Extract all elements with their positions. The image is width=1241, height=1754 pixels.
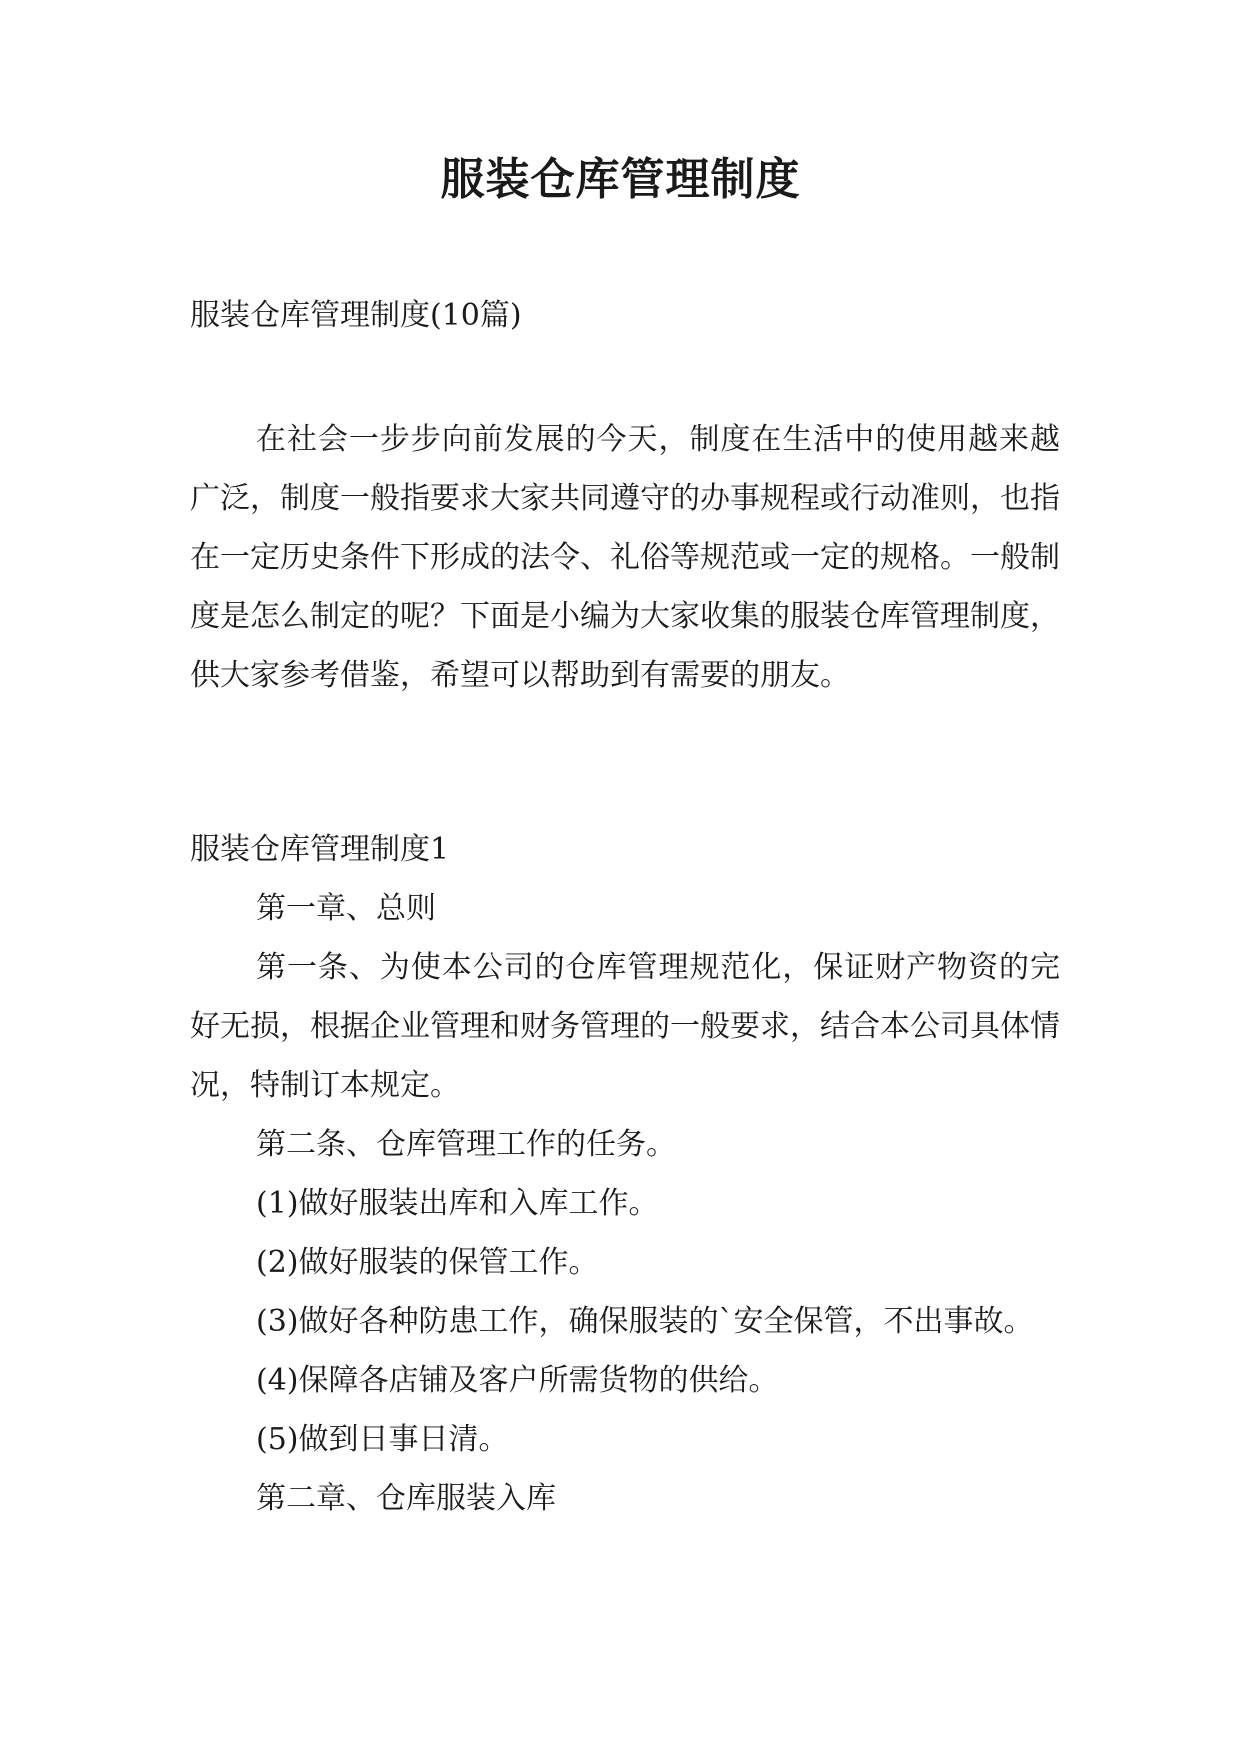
document-subtitle: 服装仓库管理制度(10篇) (190, 298, 522, 333)
article-paragraph: 第二条、仓库管理工作的任务。 (256, 1127, 676, 1162)
article-paragraph: 第一条、为使本公司的仓库管理规范化，保证财产物资的完好无损，根据企业管理和财务管理的一般要求，结合本公司具体情况，特制订本规定。 (190, 950, 1060, 1103)
list-item: (2)做好服装的保管工作。 (256, 1245, 599, 1280)
chapter-heading: 第二章、仓库服装入库 (256, 1481, 556, 1516)
list-item: (3)做好各种防患工作，确保服装的`安全保管，不出事故。 (256, 1304, 1034, 1339)
section-heading: 服装仓库管理制度1 (190, 832, 450, 867)
list-item: (4)保障各店铺及客户所需货物的供给。 (256, 1363, 779, 1398)
document-title: 服装仓库管理制度 (440, 154, 801, 205)
list-item: (5)做到日事日清。 (256, 1422, 509, 1457)
document-body (190, 820, 1060, 1528)
intro-paragraph: 在社会一步步向前发展的今天，制度在生活中的使用越来越广泛，制度一般指要求大家共同遵守的办事规程或行动准则，也指在一定历史条件下形成的法令、礼俗等规范或一定的规格。一般制度是怎么制定的呢？下面是小编为大家收集的服装仓库管理制度，供大家参考借鉴，希望可以帮助到有需要的朋友。 (190, 422, 1060, 693)
chapter-heading: 第一章、总则 (256, 891, 436, 926)
list-item: (1)做好服装出库和入库工作。 (256, 1186, 659, 1221)
